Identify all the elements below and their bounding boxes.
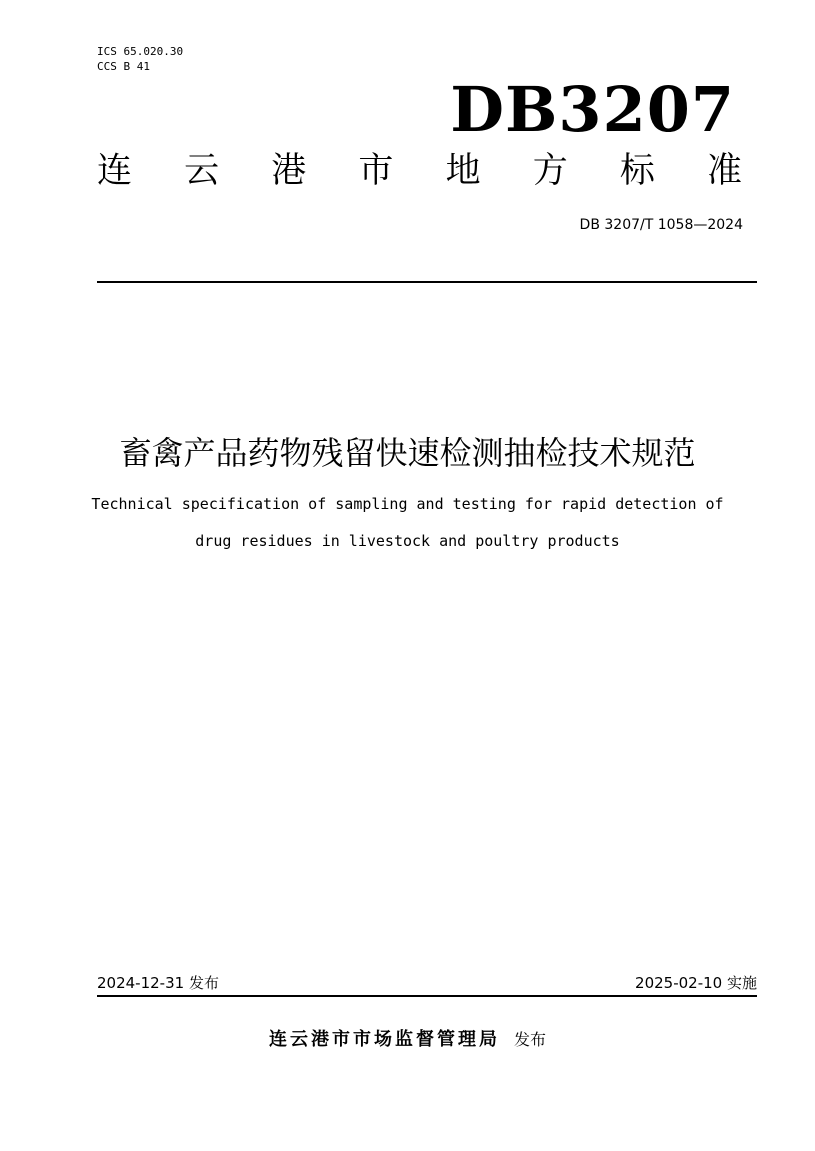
standard-type-char: 港 [271, 151, 307, 191]
english-title-line-2: drug residues in livestock and poultry products [195, 532, 620, 550]
standard-number: DB 3207/T 1058—2024 [579, 217, 743, 233]
issue-action: 发布 [513, 1030, 546, 1049]
top-divider [97, 281, 757, 283]
standard-type-char: 连 [97, 151, 133, 191]
english-title-line-1: Technical specification of sampling and testing for rapid detection of [91, 495, 724, 513]
standard-type-char: 准 [706, 151, 742, 191]
standard-type-char: 方 [532, 151, 568, 191]
issuer-line [0, 1026, 815, 1054]
db-logo: DB3207 [450, 73, 735, 146]
implementation-date: 2025-02-10 实施 [635, 974, 757, 992]
standard-type-heading [97, 146, 742, 196]
document-title-chinese: 畜禽产品药物残留快速检测抽检技术规范 [119, 434, 696, 472]
classification-codes [97, 44, 183, 74]
issuing-authority: 连云港市市场监督管理局 [268, 1029, 500, 1050]
ics-code: ICS 65.020.30 [97, 45, 184, 58]
issue-date: 2024-12-31 发布 [97, 974, 219, 992]
ccs-code: CCS B 41 [97, 60, 150, 73]
date-row [97, 971, 757, 995]
standard-type-char: 地 [445, 151, 481, 191]
standard-type-char: 市 [358, 151, 394, 191]
standard-type-char: 云 [184, 151, 220, 191]
standard-type-char: 标 [619, 151, 655, 191]
document-title-english [0, 486, 815, 560]
bottom-divider [97, 995, 757, 997]
